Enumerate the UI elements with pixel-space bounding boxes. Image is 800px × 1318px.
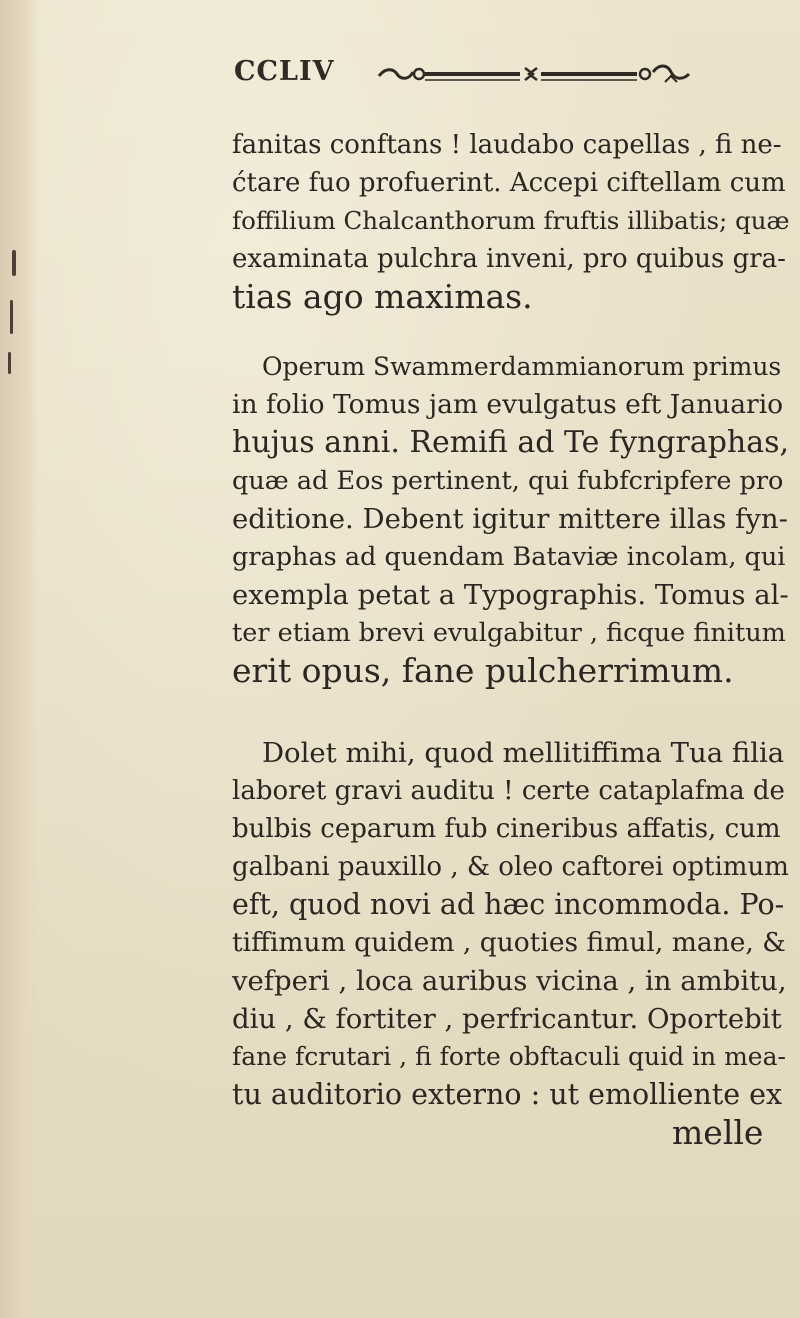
page-gutter: [0, 0, 38, 1318]
text-line: diu , & fortiter , perfricantur. Oportebit: [232, 1003, 782, 1035]
ink-mark: [8, 352, 11, 374]
text-line: tu auditorio externo : ut emolliente ex: [232, 1078, 783, 1111]
text-line: editione. Debent igitur mittere illas fyn-: [232, 503, 788, 535]
catchword: melle: [672, 1113, 764, 1152]
text-line: vefperi , loca auribus vicina , in ambitu,: [232, 965, 787, 997]
text-line: tiffimum quidem , quoties fimul, mane, &: [232, 927, 786, 958]
text-line: ćtare fuo profuerint. Accepi ciftellam cum: [232, 168, 786, 198]
ink-mark: [10, 300, 13, 334]
text-line: in folio Tomus jam evulgatus eft Januario: [232, 389, 784, 420]
ink-mark: [12, 250, 16, 276]
text-line: hujus anni. Remifi ad Te fyngraphas,: [232, 425, 790, 460]
text-line: ter etiam brevi evulgabitur , ficque finitum: [232, 618, 786, 648]
text-line: exempla petat a Typographis. Tomus al-: [232, 579, 789, 611]
header-ornament: [375, 62, 695, 88]
text-line: Operum Swammerdammianorum primus: [262, 352, 782, 381]
text-line: graphas ad quendam Bataviæ incolam, qui: [232, 542, 786, 572]
text-line: quæ ad Eos pertinent, qui fubfcripfere pro: [232, 466, 784, 496]
text-line: foffilium Chalcanthorum fruftis illibatis; quæ: [232, 206, 790, 235]
text-line: fane fcrutari , fi forte obftaculi quid in mea-: [232, 1042, 786, 1071]
text-line: erit opus, fane pulcherrimum.: [232, 651, 734, 690]
text-line: bulbis ceparum fub cineribus affatis, cum: [232, 814, 781, 844]
text-line: laboret gravi auditu ! certe cataplafma de: [232, 776, 785, 806]
text-line: galbani pauxillo , & oleo caftorei optimum: [232, 852, 789, 882]
text-line: eft, quod novi ad hæc incommoda. Po-: [232, 888, 785, 921]
page-header: [0, 52, 800, 102]
page-number: CCLIV: [234, 56, 335, 87]
text-line: Dolet mihi, quod mellitiffima Tua filia: [262, 737, 785, 769]
text-line: examinata pulchra inveni, pro quibus gra-: [232, 244, 786, 274]
text-line: tias ago maximas.: [232, 277, 533, 316]
text-line: fanitas conftans ! laudabo capellas , fi ne-: [232, 130, 782, 160]
